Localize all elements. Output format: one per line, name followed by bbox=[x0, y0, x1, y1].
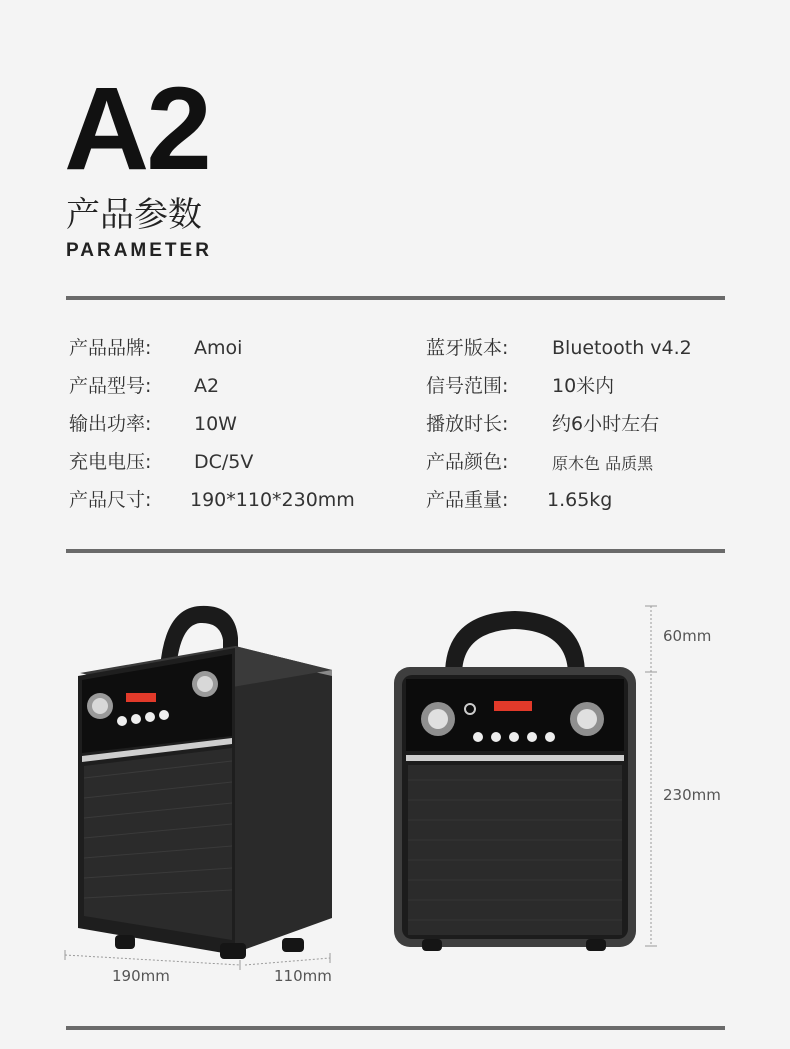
spec-label-brand: 产品品牌: bbox=[69, 337, 152, 359]
divider-bottom bbox=[66, 1026, 725, 1030]
dimension-width: 190mm bbox=[112, 967, 170, 985]
spec-value-voltage: DC/5V bbox=[194, 451, 254, 473]
spec-label-range: 信号范围: bbox=[426, 375, 509, 397]
spec-label-model: 产品型号: bbox=[69, 375, 152, 397]
dimension-depth: 110mm bbox=[274, 967, 332, 985]
spec-value-power: 10W bbox=[194, 413, 237, 435]
spec-label-size: 产品尺寸: bbox=[69, 489, 152, 511]
spec-label-playtime: 播放时长: bbox=[426, 413, 509, 435]
spec-label-power: 输出功率: bbox=[69, 413, 152, 435]
spec-label-color: 产品颜色: bbox=[426, 451, 509, 473]
spec-label-voltage: 充电电压: bbox=[69, 451, 152, 473]
spec-value-color: 原木色 品质黑 bbox=[552, 454, 654, 473]
spec-value-brand: Amoi bbox=[194, 337, 243, 359]
spec-value-playtime: 约6小时左右 bbox=[552, 413, 660, 435]
spec-label-bluetooth: 蓝牙版本: bbox=[426, 337, 509, 359]
section-title-zh: 产品参数 bbox=[66, 195, 202, 235]
dimension-handle-height: 60mm bbox=[663, 627, 712, 645]
spec-value-range: 10米内 bbox=[552, 375, 615, 397]
spec-value-weight: 1.65kg bbox=[547, 489, 613, 511]
model-title: A2 bbox=[64, 63, 209, 195]
spec-label-weight: 产品重量: bbox=[426, 489, 509, 511]
section-title-en: PARAMETER bbox=[66, 240, 212, 261]
spec-value-size: 190*110*230mm bbox=[190, 489, 355, 511]
dimension-body-height: 230mm bbox=[663, 786, 721, 804]
spec-value-bluetooth: Bluetooth v4.2 bbox=[552, 337, 692, 359]
spec-value-model: A2 bbox=[194, 375, 220, 397]
